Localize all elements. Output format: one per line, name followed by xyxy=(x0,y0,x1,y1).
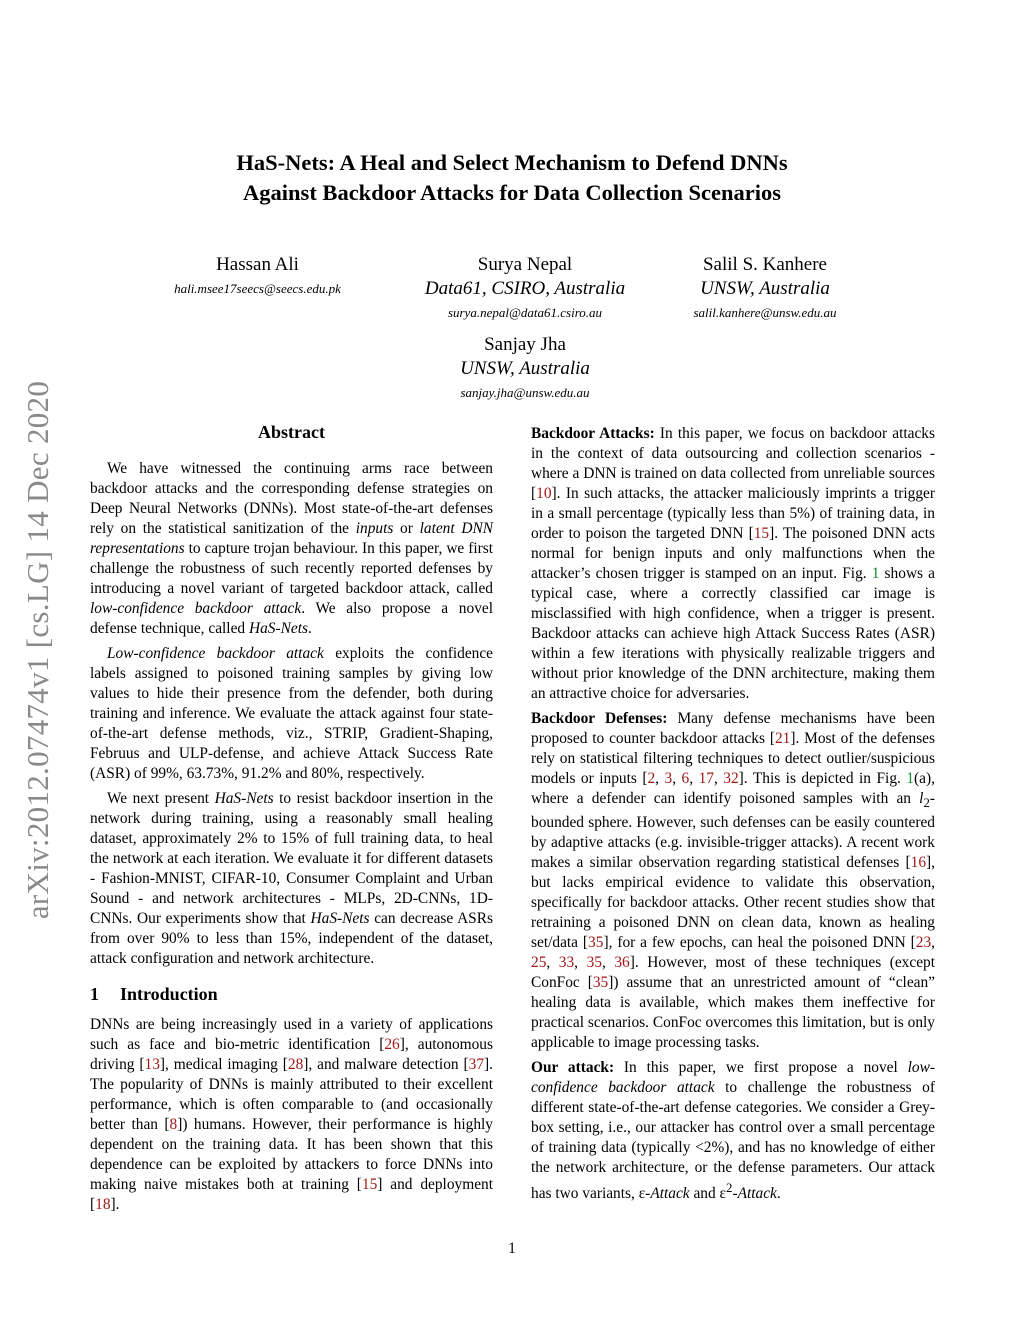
author-block-4 xyxy=(400,333,650,405)
intro-paragraph-1: DNNs are being increasingly used in a variety of applications such as face and bio-metric identification [26], autonomous driving [13], medical imaging [28], and malware detection [37]. The popularity of DNNs is mainly attributed to their excellent performance, which is often comparable to (and occasionally better than [8]) humans. However, their performance is highly dependent on the training data. It has been shown that this dependence can be exploited by attackers to force DNNs into making naive mistakes both at training [15] and deployment [18]. xyxy=(90,1016,493,1213)
citation-link[interactable]: 32 xyxy=(723,770,739,787)
section-heading-introduction xyxy=(90,983,493,1005)
abstract-paragraph-3: We next present HaS-Nets to resist backdoor insertion in the network during training, using a reasonably small healing dataset, approximately 2% to 15% of full training data, to heal the network at each iteration. We evaluate it for different datasets - Fashion-MNIST, CIFAR-10, Consumer Complaint and Urban Sound - and network architectures - MLPs, 2D-CNNs, 1D-CNNs. Our experiments show that HaS-Nets can decrease ASRs from over 90% to less than 15%, independent of the dataset, attack configuration and network architecture. xyxy=(90,790,493,967)
citation-link[interactable]: 23 xyxy=(915,934,932,952)
paragraph-label: Our attack: xyxy=(531,1059,615,1077)
author-email: salil.kanhere@unsw.edu.au xyxy=(693,305,837,320)
author-name: Hassan Ali xyxy=(216,254,299,275)
citation-link[interactable]: 17 xyxy=(698,770,714,787)
backdoor-attacks-paragraph: Backdoor Attacks: In this paper, we focus on backdoor attacks in the context of data outsourcing and collection scenarios - where a DNN is trained on data collected from unreliable sources [10]. In such attacks, the attacker maliciously imprints a trigger in a small percentage (typically less than 5%) of training data, in order to poison the targeted DNN [15]. The poisoned DNN acts normal for benign inputs and only malfunctions when the attacker’s chosen trigger is stamped on an input. Fig. 1 shows a typical case, where a correctly classified car image is misclassified with high confidence, when a trigger is present. Backdoor attacks can achieve high Attack Success Rates (ASR) within a few iterations with physically realizable triggers and without prior knowledge of the DNN architecture, making them an attractive choice for adversaries. xyxy=(531,425,935,702)
abstract-heading: Abstract xyxy=(258,422,325,442)
abstract-paragraph-1: We have witnessed the continuing arms race between backdoor attacks and the corresponding defense strategies on Deep Neural Networks (DNNs). Most state-of-the-art defenses rely on the statistical sanitization of the inputs or latent DNN representations to capture trojan behaviour. In this paper, we first challenge the robustness of such recently reported defenses by introducing a novel variant of targeted backdoor attack, called low-confidence backdoor attack. We also propose a novel defense technique, called HaS-Nets. xyxy=(90,460,493,637)
author-affiliation: UNSW, Australia xyxy=(460,358,590,379)
citation-link[interactable]: 28 xyxy=(287,1056,304,1073)
section-title: Introduction xyxy=(120,984,218,1004)
left-column xyxy=(90,420,493,1220)
citation-link[interactable]: 36 xyxy=(614,954,630,972)
citation-link[interactable]: 3 xyxy=(664,770,673,787)
citation-link[interactable]: 26 xyxy=(384,1036,400,1053)
citation-link[interactable]: 18 xyxy=(95,1196,111,1213)
author-name: Surya Nepal xyxy=(477,254,573,275)
citation-link[interactable]: 35 xyxy=(588,934,604,952)
citation-link[interactable]: 33 xyxy=(558,954,575,972)
paragraph-label: Backdoor Defenses: xyxy=(531,710,668,727)
citation-link[interactable]: 13 xyxy=(144,1056,160,1073)
figure-link[interactable]: 1 xyxy=(871,565,880,582)
citation-link[interactable]: 6 xyxy=(681,770,690,787)
title-line-2: Against Backdoor Attacks for Data Collection Scenarios xyxy=(243,180,781,205)
page-number: 1 xyxy=(508,1240,516,1257)
citation-link[interactable]: 8 xyxy=(169,1116,178,1133)
citation-link[interactable]: 2 xyxy=(647,770,656,787)
citation-link[interactable]: 37 xyxy=(468,1056,485,1073)
author-block-3 xyxy=(660,253,870,325)
author-email: hali.msee17seecs@seecs.edu.pk xyxy=(174,281,341,296)
backdoor-defenses-paragraph: Backdoor Defenses: Many defense mechanisms have been proposed to counter backdoor attacks [21]. Most of the defenses rely on statistical filtering techniques to detect outlier/suspicious models or inputs [2, 3, 6, 17, 32]. This is depicted in Fig. 1(a), where a defender can identify poisoned samples with an $l_2$-bounded sphere. However, such defenses can be easily countered by adaptive attacks (e.g. invisible-trigger attacks). A recent work makes a similar observation regarding statistical defenses [16], but lacks empirical evidence to validate this observation, specifically for backdoor attacks. Other recent studies show that retraining a poisoned DNN on clean data, known as healing set/data [35], for a few epochs, can heal the poisoned DNN [23, 25, 33, 35, 36]. However, most of these techniques (except ConFoc [35]) assume that an unrestricted amount of “clean” healing data is available, which makes them ineffective for practical scenarios. ConFoc overcomes this limitation, but is only applicable to image processing tasks. xyxy=(531,710,936,1052)
citation-link[interactable]: 10 xyxy=(536,485,552,502)
citation-link[interactable]: 21 xyxy=(774,730,791,747)
author-affiliation: Data61, CSIRO, Australia xyxy=(424,278,626,299)
citation-link[interactable]: 25 xyxy=(531,954,547,972)
arxiv-stamp xyxy=(10,350,66,950)
paper-title xyxy=(100,148,924,208)
author-name: Sanjay Jha xyxy=(484,334,566,355)
abstract-paragraph-2: Low-confidence backdoor attack exploits the confidence labels assigned to poisoned training samples by giving low values to hide their presence from the defender, both during training and inference. We evaluate the attack against four state-of-the-art defense methods, viz., STRIP, Gradient-Shaping, Februus and ULP-defense, and achieve Attack Success Rate (ASR) of 99%, 63.73%, 91.2% and 80%, respectively. xyxy=(90,645,494,782)
arxiv-stamp-text: arXiv:2012.07474v1 [cs.LG] 14 Dec 2020 xyxy=(20,380,56,920)
author-email: surya.nepal@data61.csiro.au xyxy=(447,305,603,320)
citation-link[interactable]: 16 xyxy=(910,854,927,872)
our-attack-paragraph: Our attack: In this paper, we first propose a novel low-confidence backdoor attack to challenge the robustness of different state-of-the-art defense categories. We consider a Grey-box setting, i.e., our attacker has control over a small percentage of training data (typically <2%), and has no knowledge of either the network architecture, or the defense parameters. Our attack has two variants, ε-Attack and $\varepsilon^2$-Attack. xyxy=(531,1059,935,1203)
citation-link[interactable]: 35 xyxy=(592,974,609,992)
section-number: 1 xyxy=(90,984,99,1004)
author-email: sanjay.jha@unsw.edu.au xyxy=(460,385,590,400)
paragraph-label: Backdoor Attacks: xyxy=(531,425,655,442)
citation-link[interactable]: 15 xyxy=(753,525,770,542)
author-affiliation: UNSW, Australia xyxy=(700,278,830,299)
right-column xyxy=(531,424,935,1209)
author-name: Salil S. Kanhere xyxy=(702,254,827,275)
citation-link[interactable]: 15 xyxy=(361,1176,378,1193)
title-line-1: HaS-Nets: A Heal and Select Mechanism to Defend DNNs xyxy=(236,150,788,175)
author-block-2 xyxy=(400,253,650,325)
citation-link[interactable]: 35 xyxy=(586,954,602,972)
author-block-1 xyxy=(150,253,365,301)
figure-link[interactable]: 1 xyxy=(906,770,915,787)
